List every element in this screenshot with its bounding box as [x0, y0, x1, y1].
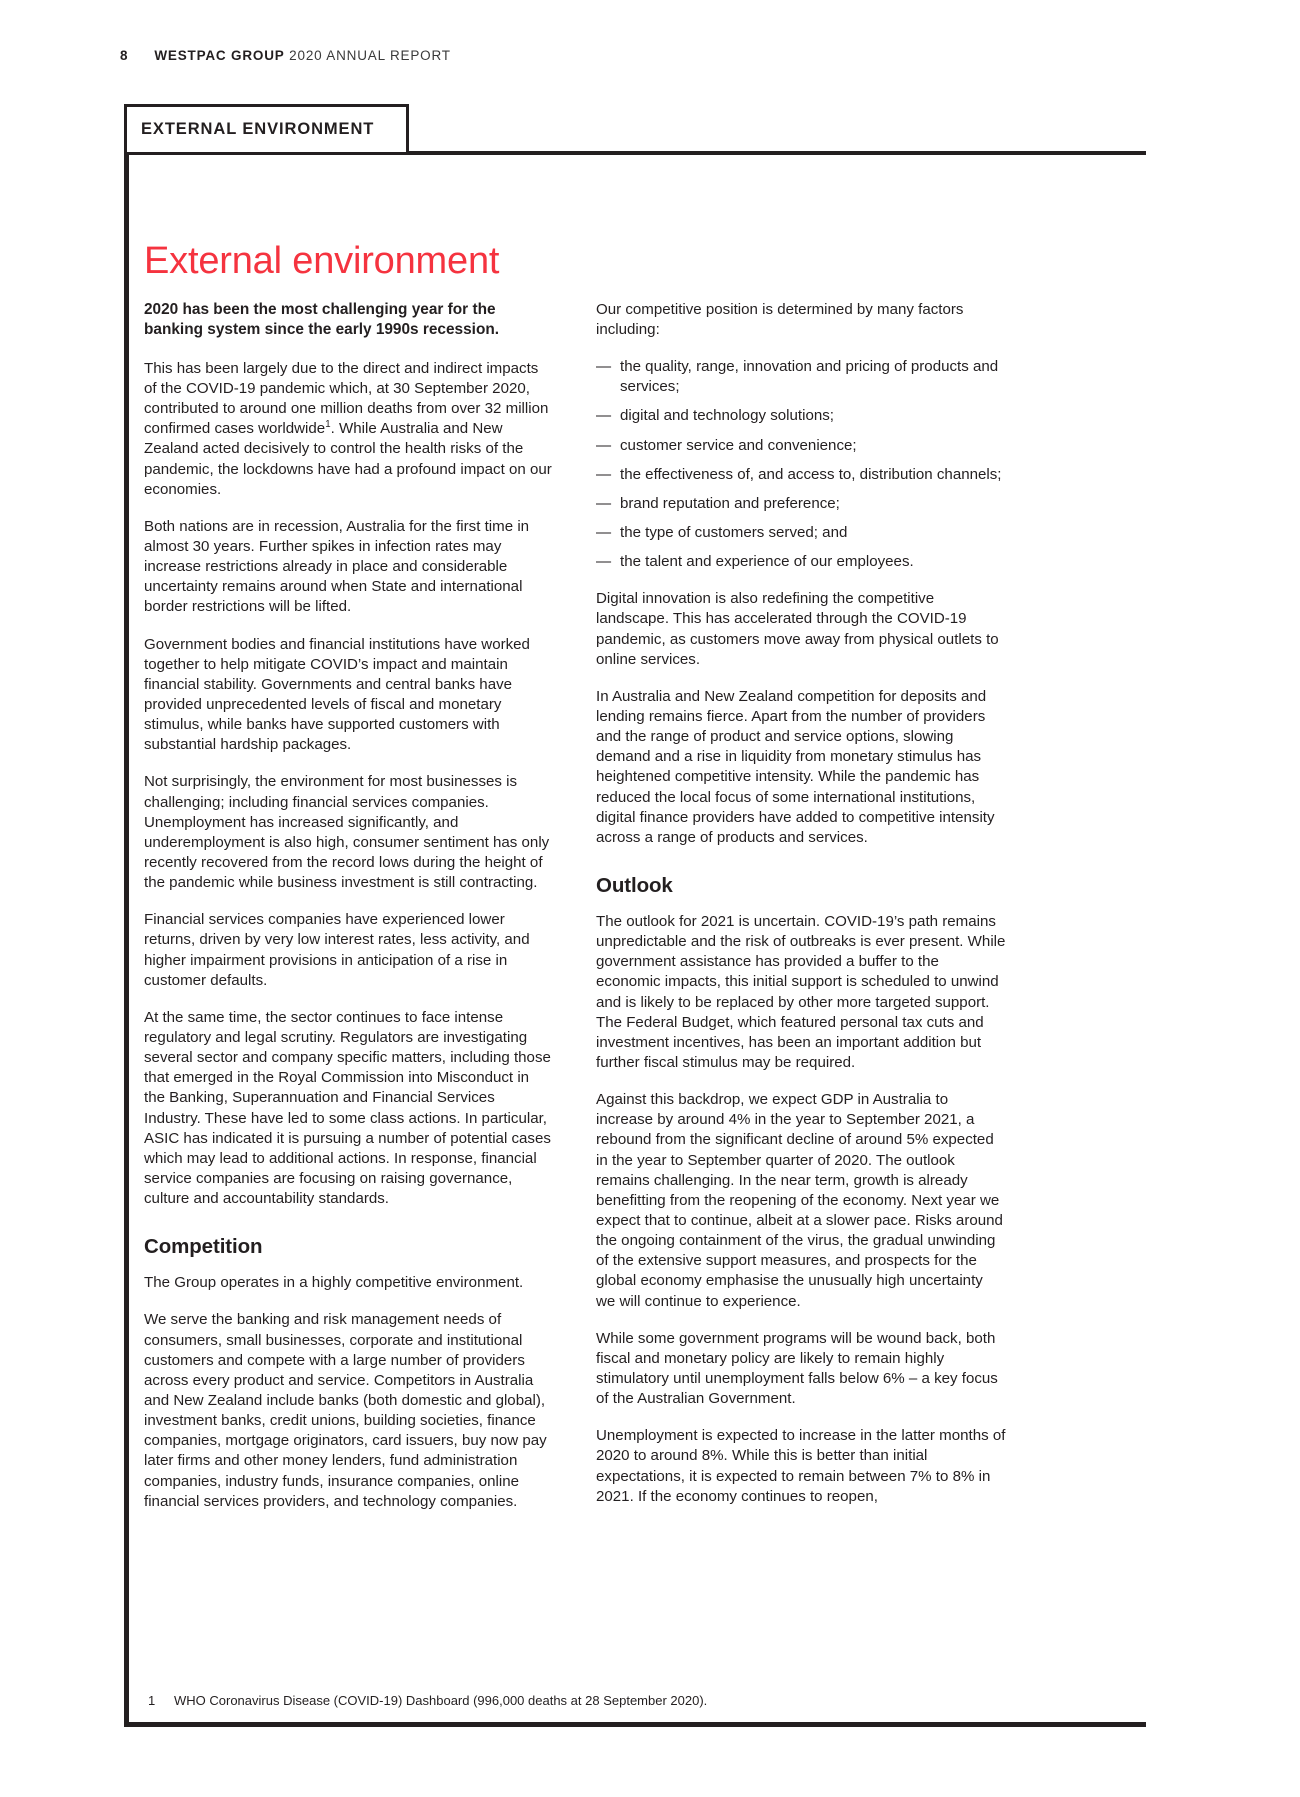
section-tab	[124, 104, 409, 155]
dash-bullet-icon: —	[596, 407, 612, 425]
paragraph-outlook-uncertainty: The outlook for 2021 is uncertain. COVID-19’s path remains unpredictable and the risk of outbreaks is ever present. While government assistance has provided a buffer to the economic impacts, this initial support is scheduled to unwind and is likely to be replaced by other more targeted support. The Federal Budget, which featured personal tax cuts and investment incentives, has been an important addition but further fiscal stimulus may be required.	[596, 912, 1006, 1071]
section-tab-label: EXTERNAL ENVIRONMENT	[141, 120, 375, 138]
lead-paragraph: 2020 has been the most challenging year for the banking system since the early 1990s recession.	[144, 300, 500, 338]
report-brand: WESTPAC GROUP	[154, 48, 285, 63]
heading-competition: Competition	[144, 1235, 263, 1259]
list-item-label: the effectiveness of, and access to, distribution channels;	[620, 465, 1002, 483]
list-item-label: customer service and convenience;	[620, 436, 857, 454]
paragraph-business-environment: Not surprisingly, the environment for most businesses is challenging; including financial services companies. Unemployment has increased significantly, and underemployment is also high, consumer sentiment has only recently recovered from the record lows during the height of the pandemic while business investment is still contracting.	[144, 773, 550, 892]
page-frame-top-rule	[405, 151, 1146, 155]
paragraph-outlook-unemployment: Unemployment is expected to increase in the latter months of 2020 to around 8%. While this is better than initial expectations, it is expected to remain between 7% to 8% in 2021. If the economy continues to reopen,	[596, 1427, 1006, 1505]
left-column	[144, 300, 554, 1529]
paragraph-competitive-position: Our competitive position is determined by many factors including:	[596, 300, 964, 339]
paragraph-government-bodies: Government bodies and financial institutions have worked together to help mitigate COVID’s impact and maintain financial stability. Governments and central banks have provided unprecedented levels of fiscal and monetary stimulus, while banks have supported customers with substantial hardship packages.	[144, 635, 530, 754]
paragraph-covid-impacts-part1: This has been largely due to the direct and indirect impacts of the COVID-19 pandemic which, at 30 September 2020, contributed to around one million deaths from over 32 million confirmed cases worldwide	[144, 359, 549, 438]
heading-outlook: Outlook	[596, 873, 673, 897]
paragraph-competitors: We serve the banking and risk management needs of consumers, small businesses, corporate and institutional customers and compete with a large number of providers across every product and service. Competitors in Australia and New Zealand include banks (both domestic and global), investment banks, credit unions, building societies, finance companies, mortgage originators, card issuers, buy now pay later firms and other money lenders, fund administration companies, industry funds, insurance companies, online financial services providers, and technology companies.	[144, 1311, 547, 1510]
list-item-label: the type of customers served; and	[620, 524, 848, 542]
page-content	[144, 240, 1006, 1510]
paragraph-regulatory-scrutiny: At the same time, the sector continues to face intense regulatory and legal scrutiny. Regulators are investigating several sector and company specific matters, including those that emerged in the Royal Commission into Misconduct in the Banking, Superannuation and Financial Services Industry. These have led to some class actions. In particular, ASIC has indicated it is pursuing a number of potential cases which may lead to additional actions. In response, financial service companies are focusing on raising governance, culture and accountability standards.	[144, 1008, 551, 1208]
paragraph-financial-services-returns: Financial services companies have experienced lower returns, driven by very low interest rates, less activity, and higher impairment provisions in anticipation of a rise in customer defaults.	[144, 911, 530, 989]
dash-bullet-icon: —	[596, 494, 612, 512]
page-number: 8	[120, 48, 129, 63]
list-item-label: the quality, range, innovation and pricing of products and services;	[620, 358, 999, 396]
list-item	[596, 465, 1006, 485]
list-item-label: brand reputation and preference;	[620, 494, 840, 512]
paragraph-outlook-policy: While some government programs will be wound back, both fiscal and monetary policy are likely to remain highly stimulatory until unemployment falls below 6% – a key focus of the Australian Government.	[596, 1329, 998, 1408]
list-item	[596, 523, 1006, 543]
dash-bullet-icon: —	[596, 524, 612, 542]
paragraph-covid-impacts	[144, 359, 554, 500]
paragraph-outlook-gdp: Against this backdrop, we expect GDP in Australia to increase by around 4% in the year to September 2021, a rebound from the significant decline of around 5% expected in the year to September quarter of 2020. The outlook remains challenging. In the near term, growth is already benefitting from the reopening of the economy. Next year we expect that to continue, albeit at a slower pace. Risks around the ongoing containment of the virus, the gradual unwinding of the extensive support measures, and prospects for the global economy emphasise the unusually high uncertainty we will continue to experience.	[596, 1091, 1003, 1310]
footnote	[148, 1693, 1008, 1708]
paragraph-recession: Both nations are in recession, Australia for the first time in almost 30 years. Further spikes in infection rates may increase restrictions already in place and considerable uncertainty remains around when State and international border restrictions will be lifted.	[144, 517, 530, 616]
paragraph-competitive-environment: The Group operates in a highly competitive environment.	[144, 1274, 524, 1292]
paragraph-covid-impacts-part2: . While Australia and New Zealand acted decisively to control the health risks of the pandemic, the lockdowns have had a profound impact on our economies.	[144, 420, 552, 498]
list-item	[596, 494, 1006, 514]
report-title: 2020 ANNUAL REPORT	[284, 48, 451, 63]
list-item	[596, 436, 1006, 456]
footnote-text: WHO Coronavirus Disease (COVID-19) Dashboard (996,000 deaths at 28 September 2020).	[174, 1693, 708, 1708]
competitive-factors-list	[596, 357, 1006, 572]
list-item-label: the talent and experience of our employees.	[620, 553, 914, 571]
dash-bullet-icon: —	[596, 358, 612, 376]
right-column	[596, 300, 1006, 1524]
paragraph-digital-innovation: Digital innovation is also redefining the competitive landscape. This has accelerated through the COVID-19 pandemic, as customers move away from physical outlets to online services.	[596, 590, 999, 668]
list-item-label: digital and technology solutions;	[620, 407, 834, 425]
list-item	[596, 357, 1006, 397]
list-item	[596, 406, 1006, 426]
dash-bullet-icon: —	[596, 436, 612, 454]
page-title: External environment	[144, 240, 500, 282]
footnote-number: 1	[148, 1693, 156, 1708]
list-item	[596, 552, 1006, 572]
dash-bullet-icon: —	[596, 465, 612, 483]
paragraph-anz-competition: In Australia and New Zealand competition for deposits and lending remains fierce. Apart from the number of providers and the range of product and service options, slowing demand and a rise in liquidity from monetary stimulus has heightened competitive intensity. While the pandemic has reduced the local focus of some international institutions, digital finance providers have added to competitive intensity across a range of products and services.	[596, 687, 995, 846]
footnote-ref-1: 1	[325, 419, 331, 431]
page-frame-bottom-rule	[124, 1722, 1146, 1727]
dash-bullet-icon: —	[596, 553, 612, 571]
running-head	[120, 48, 451, 63]
